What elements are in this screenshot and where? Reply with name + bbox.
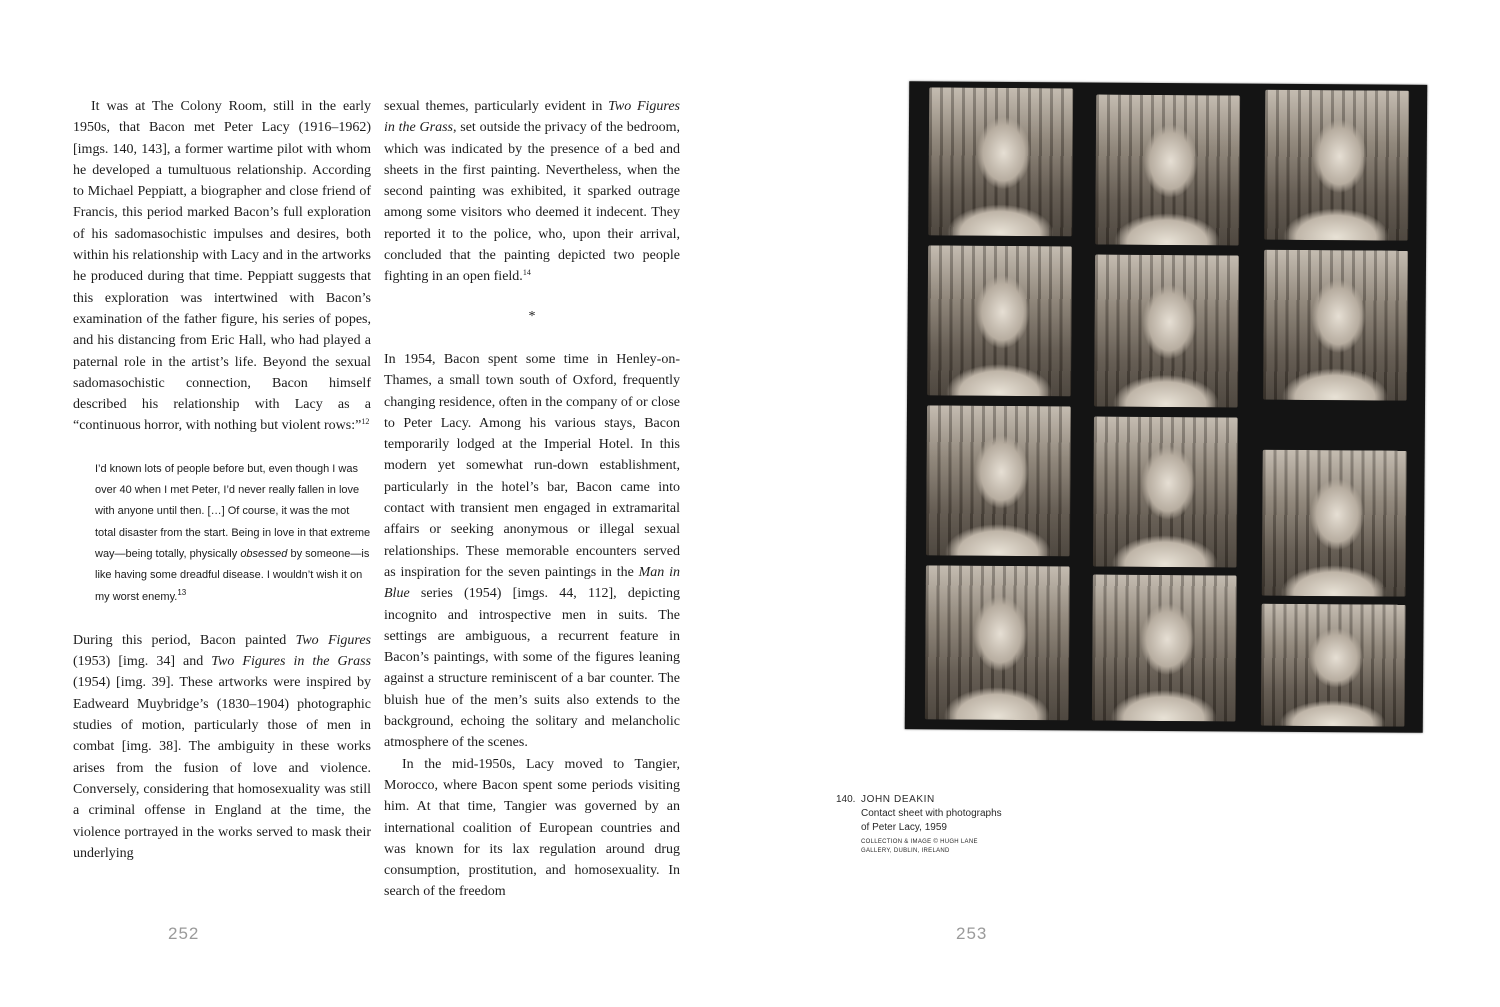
paragraph-two-figures: During this period, Bacon painted Two Figures (1953) [img. 34] and Two Figures in the Grass (1954) [img. 39]. These artworks were inspired by Eadweard Muybridge’s (1830–1904) photographic studies of motion, particularly those of men in combat [img. 38]. The ambiguity in these works arises from the fusion of love and violence. Conversely, considering that homosexuality was still a criminal offense in England at the time, the violence portrayed in the works served to mask their underlying xyxy=(73,632,371,861)
paragraph-tangier: In the mid-1950s, Lacy moved to Tangier, Morocco, where Bacon spent some periods visiting him. At that time, Tangier was governed by an international coalition of European countries and was known for its lax regulation around drug consumption, prostitution, and homosexuality. In search of the freedom xyxy=(384,756,680,900)
paragraph-henley: In 1954, Bacon spent some time in Henley-on-Thames, a small town south of Oxford, frequently changing residence, often in the company of or close to Peter Lacy. Among his various stays, Bacon temporarily lodged at the Imperial Hotel. In this modern yet somewhat run-down establishment, particularly in the hotel’s bar, Bacon came into contact with transient men engaged in extramarital affairs or seeking anonymous or illegal sexual relationships. These memorable encounters served as inspiration for the seven paintings in the Man in Blue series (1954) [imgs. 44, 112], depicting incognito and introspective men in suits. The settings are ambiguous, a recurrent feature in Bacon’s paintings, with some of the figures leaning against a structure reminiscent of a bar counter. The bluish hue of the men’s suits also extends to the background, echoing the solitary and melancholic atmosphere of the scenes. xyxy=(384,351,680,751)
photo-frame xyxy=(1092,574,1237,721)
caption-number: 140. xyxy=(836,794,856,805)
photo-frame xyxy=(928,87,1073,236)
photo-frame xyxy=(1261,604,1406,727)
film-strip-3 xyxy=(1257,90,1413,727)
contact-sheet-photo xyxy=(905,81,1428,733)
page-number-left: 252 xyxy=(168,924,200,943)
photo-frame xyxy=(1093,416,1238,567)
film-strip-1 xyxy=(921,87,1077,724)
section-separator: * xyxy=(528,308,536,324)
caption-credit: COLLECTION & IMAGE © HUGH LANE GALLERY, DUBLIN, IRELAND xyxy=(861,839,978,854)
page-number-right: 253 xyxy=(956,924,988,943)
film-strip-2 xyxy=(1088,88,1244,725)
photo-frame xyxy=(925,565,1070,720)
paragraph-sexual-themes: sexual themes, particularly evident in Two Figures in the Grass, set outside the privacy of the bedroom, which was indicated by the presence of a bed and sheets in the first painting. Nevertheless, when the second painting was exhibited, it sparked outrage among some visitors who deemed it indecent. They reported it to the police, who, upon their arrival, concluded that the painting depicted two people fighting in an open field.$^{14}$ xyxy=(384,99,681,285)
photo-frame xyxy=(1264,90,1409,241)
photo-frame xyxy=(926,405,1071,556)
photo-frame xyxy=(1262,450,1407,597)
photo-caption xyxy=(836,793,1002,856)
footnote-ref: 12 xyxy=(361,417,370,427)
caption-title-line: Contact sheet with photographs xyxy=(861,808,1002,819)
footnote-ref: 14 xyxy=(522,268,531,278)
footnote-ref: 13 xyxy=(177,587,187,597)
caption-artist: JOHN DEAKIN xyxy=(861,794,935,805)
middle-text-column xyxy=(384,96,680,903)
photo-frame xyxy=(1095,95,1240,246)
left-text-column xyxy=(73,96,371,864)
paragraph-colony-room: It was at The Colony Room, still in the early 1950s, that Bacon met Peter Lacy (1916–1962) [imgs. 140, 143], a former wartime pilot with whom he developed a tumultuous relationship. According to Michael Peppiatt, a biographer and close friend of Francis, this period marked Bacon’s full exploration of his sadomasochistic impulses and desires, both within his relationship with Lacy and in the artworks he produced during that time. Peppiatt suggests that this exploration was intertwined with Bacon’s examination of the father figure, his series of popes, and his distancing from Eric Hall, who had played a paternal role in the artist’s life. Beyond the sexual sadomasochistic connection, Bacon himself described his relationship with Lacy as a “continuous horror, with nothing but violent rows:”$^{12}$ xyxy=(73,99,371,434)
photo-frame xyxy=(1263,250,1408,401)
caption-title-line: of Peter Lacy, 1959 xyxy=(861,822,947,833)
block-quote: I’d known lots of people before but, even though I was over 40 when I met Peter, I’d never really fallen in love with anyone until then. […] Of course, it was the mot total disaster from the start. Being in love in that extreme way—being totally, physically obsessed by someone—is like having some dreadful disease. I wouldn’t wish it on my worst enemy.$^{13}$ xyxy=(95,462,371,603)
photo-frame xyxy=(927,245,1072,396)
photo-frame xyxy=(1094,255,1239,408)
